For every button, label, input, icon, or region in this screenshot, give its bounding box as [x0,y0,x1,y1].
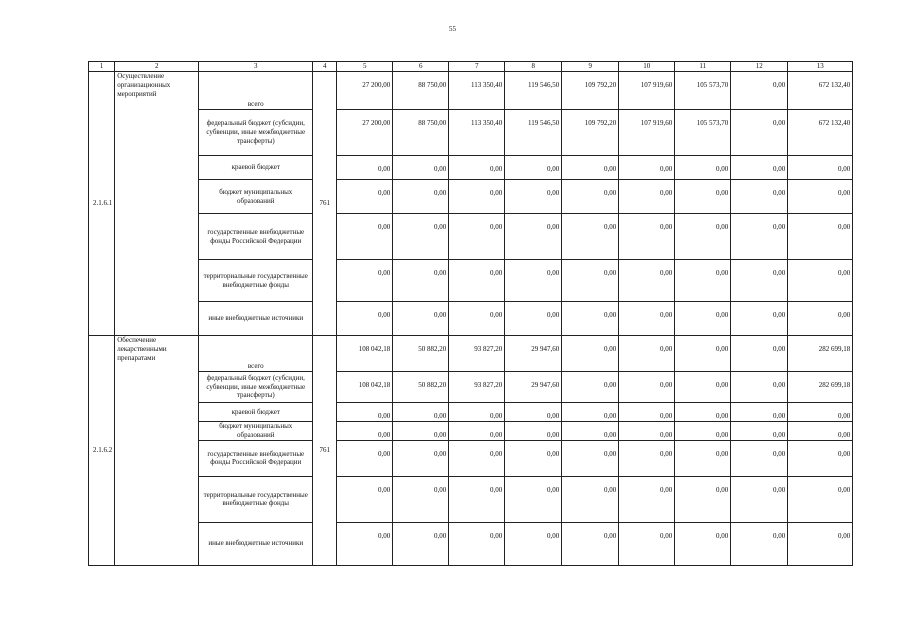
amount-cell: 0,00 [788,440,853,476]
amount-cell: 0,00 [788,476,853,522]
amount-cell: 0,00 [675,372,731,403]
funding-source: федеральный бюджет (субсидии, субвенции, иные межбюджетные трансферты) [199,110,313,156]
table-row [89,440,853,476]
amount-cell: 0,00 [731,403,788,422]
amount-cell: 0,00 [788,421,853,440]
amount-cell: 0,00 [619,156,675,180]
amount-cell: 107 919,60 [619,110,675,156]
amount-cell: 0,00 [505,421,562,440]
amount-cell: 0,00 [619,372,675,403]
column-header: 1 [89,62,115,72]
funding-source: иные внебюджетные источники [199,302,313,336]
amount-cell: 108 042,18 [337,372,393,403]
amount-cell: 0,00 [562,476,619,522]
amount-cell: 0,00 [731,440,788,476]
amount-cell: 0,00 [619,522,675,565]
amount-cell: 0,00 [449,421,505,440]
column-header: 5 [337,62,393,72]
amount-cell: 0,00 [675,522,731,565]
amount-cell: 0,00 [731,302,788,336]
amount-cell: 0,00 [393,421,449,440]
table-row [89,522,853,565]
table-row [89,72,853,110]
amount-cell: 0,00 [393,260,449,302]
amount-cell: 0,00 [788,180,853,214]
amount-cell: 0,00 [449,440,505,476]
amount-cell: 0,00 [675,336,731,372]
amount-cell: 0,00 [731,180,788,214]
amount-cell: 282 699,18 [788,372,853,403]
amount-cell: 105 573,70 [675,110,731,156]
amount-cell: 108 042,18 [337,336,393,372]
table-row [89,476,853,522]
amount-cell: 27 200,00 [337,110,393,156]
amount-cell: 0,00 [337,403,393,422]
amount-cell: 0,00 [731,336,788,372]
amount-cell: 0,00 [619,421,675,440]
column-header: 6 [393,62,449,72]
column-header: 4 [313,62,337,72]
column-header: 2 [115,62,199,72]
amount-cell: 0,00 [393,214,449,260]
amount-cell: 0,00 [449,260,505,302]
amount-cell: 0,00 [505,156,562,180]
amount-cell: 0,00 [731,156,788,180]
table-row [89,336,853,372]
funding-source: краевой бюджет [199,403,313,422]
amount-cell: 0,00 [675,156,731,180]
amount-cell: 0,00 [788,214,853,260]
amount-cell: 0,00 [675,440,731,476]
amount-cell: 0,00 [337,260,393,302]
amount-cell: 0,00 [788,522,853,565]
amount-cell: 0,00 [449,522,505,565]
measure-name: Обеспечение лекарственными препаратами [115,336,199,566]
table-row [89,260,853,302]
amount-cell: 0,00 [788,302,853,336]
amount-cell: 0,00 [393,440,449,476]
administrator-code: 761 [313,72,337,336]
amount-cell: 0,00 [393,476,449,522]
amount-cell: 0,00 [731,476,788,522]
funding-source: иные внебюджетные источники [199,522,313,565]
amount-cell: 0,00 [393,522,449,565]
amount-cell: 0,00 [675,403,731,422]
amount-cell: 0,00 [675,214,731,260]
amount-cell: 88 750,00 [393,110,449,156]
amount-cell: 0,00 [788,260,853,302]
column-header: 12 [731,62,788,72]
amount-cell: 0,00 [731,214,788,260]
funding-source: территориальные государственные внебюджетные фонды [199,260,313,302]
amount-cell: 0,00 [505,403,562,422]
table-row [89,110,853,156]
amount-cell: 672 132,40 [788,72,853,110]
amount-cell: 50 882,20 [393,372,449,403]
amount-cell: 0,00 [449,180,505,214]
amount-cell: 0,00 [788,403,853,422]
amount-cell: 0,00 [675,421,731,440]
column-header: 13 [788,62,853,72]
amount-cell: 0,00 [562,403,619,422]
amount-cell: 0,00 [675,260,731,302]
funding-source: государственные внебюджетные фонды Российской Федерации [199,440,313,476]
amount-cell: 0,00 [505,260,562,302]
amount-cell: 0,00 [619,302,675,336]
amount-cell: 0,00 [562,336,619,372]
administrator-code: 761 [313,336,337,566]
amount-cell: 119 546,50 [505,72,562,110]
amount-cell: 29 947,60 [505,372,562,403]
amount-cell: 93 827,20 [449,372,505,403]
amount-cell: 0,00 [675,302,731,336]
amount-cell: 0,00 [337,214,393,260]
amount-cell: 0,00 [337,302,393,336]
amount-cell: 27 200,00 [337,72,393,110]
amount-cell: 113 350,40 [449,110,505,156]
amount-cell: 0,00 [619,214,675,260]
amount-cell: 50 882,20 [393,336,449,372]
funding-source: бюджет муниципальных образований [199,180,313,214]
column-header: 11 [675,62,731,72]
amount-cell: 0,00 [619,440,675,476]
amount-cell: 672 132,40 [788,110,853,156]
amount-cell: 0,00 [619,260,675,302]
amount-cell: 0,00 [393,302,449,336]
amount-cell: 0,00 [731,260,788,302]
funding-source: краевой бюджет [199,156,313,180]
amount-cell: 0,00 [619,336,675,372]
column-header: 7 [449,62,505,72]
amount-cell: 0,00 [505,522,562,565]
funding-source: федеральный бюджет (субсидии, субвенции, иные межбюджетные трансферты) [199,372,313,403]
amount-cell: 0,00 [562,302,619,336]
amount-cell: 0,00 [619,403,675,422]
amount-cell: 0,00 [505,440,562,476]
page-number: 55 [449,25,456,33]
funding-source: бюджет муниципальных образований [199,421,313,440]
amount-cell: 0,00 [562,180,619,214]
amount-cell: 0,00 [337,522,393,565]
column-number-row [89,62,853,72]
table-row [89,302,853,336]
table-row [89,421,853,440]
amount-cell: 0,00 [731,110,788,156]
amount-cell: 0,00 [731,421,788,440]
amount-cell: 0,00 [562,156,619,180]
column-header: 10 [619,62,675,72]
amount-cell: 282 699,18 [788,336,853,372]
amount-cell: 107 919,60 [619,72,675,110]
funding-source: государственные внебюджетные фонды Российской Федерации [199,214,313,260]
amount-cell: 113 350,40 [449,72,505,110]
table-row [89,180,853,214]
amount-cell: 0,00 [675,476,731,522]
amount-cell: 0,00 [505,476,562,522]
amount-cell: 0,00 [449,156,505,180]
amount-cell: 0,00 [562,372,619,403]
amount-cell: 0,00 [449,302,505,336]
amount-cell: 0,00 [393,180,449,214]
amount-cell: 0,00 [449,476,505,522]
amount-cell: 0,00 [562,214,619,260]
amount-cell: 0,00 [731,72,788,110]
amount-cell: 0,00 [393,403,449,422]
amount-cell: 0,00 [788,156,853,180]
amount-cell: 0,00 [505,302,562,336]
amount-cell: 0,00 [449,214,505,260]
table-row [89,156,853,180]
amount-cell: 0,00 [505,214,562,260]
amount-cell: 0,00 [731,522,788,565]
table-row [89,403,853,422]
amount-cell: 0,00 [562,522,619,565]
amount-cell: 0,00 [337,440,393,476]
amount-cell: 0,00 [337,180,393,214]
measure-name: Осуществление организационных мероприятий [115,72,199,336]
amount-cell: 0,00 [619,180,675,214]
funding-source: всего [199,72,313,110]
table-row [89,372,853,403]
column-header: 8 [505,62,562,72]
funding-source: территориальные государственные внебюджетные фонды [199,476,313,522]
column-header: 9 [562,62,619,72]
amount-cell: 88 750,00 [393,72,449,110]
amount-cell: 29 947,60 [505,336,562,372]
amount-cell: 0,00 [337,156,393,180]
measure-code: 2.1.6.2 [89,336,115,566]
amount-cell: 0,00 [562,421,619,440]
amount-cell: 93 827,20 [449,336,505,372]
amount-cell: 109 792,20 [562,110,619,156]
amount-cell: 0,00 [562,260,619,302]
amount-cell: 0,00 [675,180,731,214]
amount-cell: 0,00 [449,403,505,422]
amount-cell: 109 792,20 [562,72,619,110]
funding-source: всего [199,336,313,372]
amount-cell: 0,00 [337,421,393,440]
table-row [89,214,853,260]
budget-table [88,61,853,566]
amount-cell: 0,00 [562,440,619,476]
amount-cell: 0,00 [393,156,449,180]
column-header: 3 [199,62,313,72]
amount-cell: 0,00 [337,476,393,522]
amount-cell: 119 546,50 [505,110,562,156]
amount-cell: 105 573,70 [675,72,731,110]
amount-cell: 0,00 [731,372,788,403]
measure-code: 2.1.6.1 [89,72,115,336]
amount-cell: 0,00 [619,476,675,522]
amount-cell: 0,00 [505,180,562,214]
